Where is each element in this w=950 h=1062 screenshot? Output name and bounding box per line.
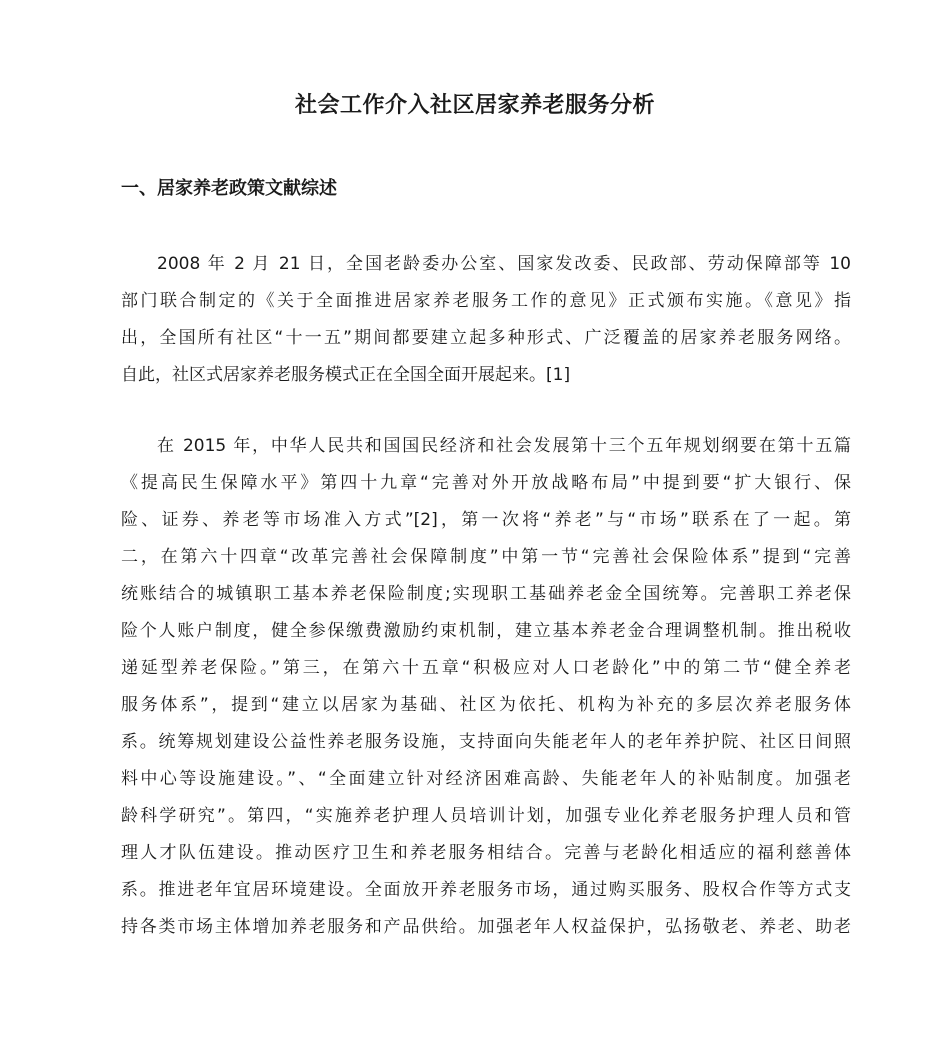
- paragraph-1: [121, 246, 851, 394]
- paragraph-line: 系。推进老年宜居环境建设。全面放开养老服务市场，通过购买服务、股权合作等方式支: [121, 880, 851, 900]
- paragraph-line: 二，在第六十四章“改革完善社会保障制度”中第一节“完善社会保险体系”提到“完善: [121, 547, 851, 567]
- paragraph-line: 理人才队伍建设。推动医疗卫生和养老服务相结合。完善与老龄化相适应的福利慈善体: [121, 843, 851, 863]
- paragraph-line: 险个人账户制度，健全参保缴费激励约束机制，建立基本养老金合理调整机制。推出税收: [121, 621, 851, 641]
- paragraph-line: 递延型养老保险。”第三，在第六十五章“积极应对人口老龄化”中的第二节“健全养老: [121, 658, 851, 678]
- paragraph-line: 系。统筹规划建设公益性养老服务设施，支持面向失能老年人的老年养护院、社区日间照: [121, 732, 851, 752]
- paragraph-line: 《提高民生保障水平》第四十九章“完善对外开放战略布局”中提到要“扩大银行、保: [121, 473, 851, 493]
- paragraph-line: 出，全国所有社区“十一五”期间都要建立起多种形式、广泛覆盖的居家养老服务网络。: [121, 328, 851, 348]
- paragraph-line: 龄科学研究”。第四，“实施养老护理人员培训计划，加强专业化养老服务护理人员和管: [121, 806, 851, 826]
- paragraph-line: 服务体系”，提到“建立以居家为基础、社区为依托、机构为补充的多层次养老服务体: [121, 695, 851, 715]
- paragraph-2: [121, 428, 851, 946]
- paragraph-line: 持各类市场主体增加养老服务和产品供给。加强老年人权益保护，弘扬敬老、养老、助老: [121, 917, 851, 937]
- paragraph-line: 统账结合的城镇职工基本养老保险制度;实现职工基础养老金全国统筹。完善职工养老保: [121, 584, 851, 604]
- paragraph-line: 险、证券、养老等市场准入方式”[2]，第一次将“养老”与“市场”联系在了一起。第: [121, 510, 851, 530]
- paragraph-line: 在 2015 年，中华人民共和国国民经济和社会发展第十三个五年规划纲要在第十五篇: [157, 436, 851, 456]
- section-heading: 一、居家养老政策文献综述: [121, 178, 337, 199]
- document-title: 社会工作介入社区居家养老服务分析: [294, 93, 655, 118]
- paragraph-line: 料中心等设施建设。”、“全面建立针对经济困难高龄、失能老年人的补贴制度。加强老: [121, 769, 851, 789]
- paragraph-line: 2008 年 2 月 21 日，全国老龄委办公室、国家发改委、民政部、劳动保障部等 10: [157, 254, 851, 274]
- paragraph-line: 部门联合制定的《关于全面推进居家养老服务工作的意见》正式颁布实施。《意见》指: [121, 291, 851, 311]
- paragraph-line: 自此，社区式居家养老服务模式正在全国全面开展起来。[1]: [121, 365, 571, 385]
